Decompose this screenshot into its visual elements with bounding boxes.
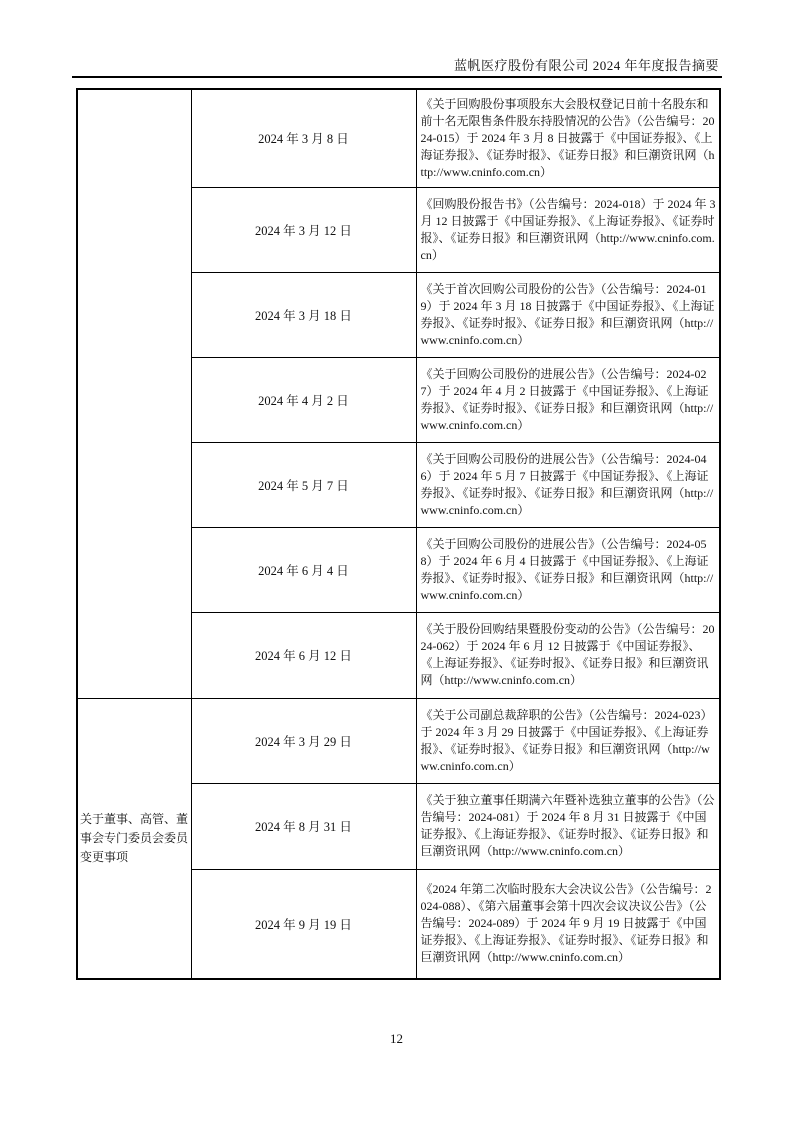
announcement-cell: 《关于公司副总裁辞职的公告》（公告编号：2024-023）于 2024 年 3 月 29 日披露于《中国证券报》、《上海证券报》、《证券时报》、《证券日报》和巨潮资讯网（http://www.cninfo.com.cn） [416,698,720,783]
date-cell: 2024 年 9 月 19 日 [191,869,416,979]
date-cell: 2024 年 3 月 12 日 [191,187,416,272]
date-cell: 2024 年 3 月 29 日 [191,698,416,783]
announcement-cell: 《回购股份报告书》（公告编号：2024-018）于 2024 年 3 月 12 日披露于《中国证券报》、《上海证券报》、《证券时报》、《证券日报》和巨潮资讯网（http://www.cninfo.com.cn） [416,187,720,272]
announcement-cell: 《关于回购公司股份的进展公告》（公告编号：2024-027）于 2024 年 4 月 2 日披露于《中国证券报》、《上海证券报》、《证券时报》、《证券日报》和巨潮资讯网（http://www.cninfo.com.cn） [416,357,720,442]
date-cell: 2024 年 3 月 8 日 [191,89,416,187]
announcement-cell: 《关于股份回购结果暨股份变动的公告》（公告编号：2024-062）于 2024 年 6 月 12 日披露于《中国证券报》、《上海证券报》、《证券时报》、《证券日报》和巨潮资讯网（http://www.cninfo.com.cn） [416,612,720,698]
announcement-cell: 《关于首次回购公司股份的公告》（公告编号：2024-019）于 2024 年 3 月 18 日披露于《中国证券报》、《上海证券报》、《证券时报》、《证券日报》和巨潮资讯网（http://www.cninfo.com.cn） [416,272,720,357]
date-cell: 2024 年 4 月 2 日 [191,357,416,442]
date-cell: 2024 年 8 月 31 日 [191,783,416,869]
category-cell: 关于董事、高管、董事会专门委员会委员变更事项 [77,698,191,979]
table-row [77,89,720,187]
page-number: 12 [390,1031,403,1046]
date-cell: 2024 年 3 月 18 日 [191,272,416,357]
category-cell [77,89,191,698]
announcement-cell: 《2024 年第二次临时股东大会决议公告》（公告编号：2024-088）、《第六届董事会第十四次会议决议公告》（公告编号：2024-089）于 2024 年 9 月 19 日披露于《中国证券报》、《上海证券报》、《证券时报》、《证券日报》和巨潮资讯网（http://www.cninfo.com.cn） [416,869,720,979]
announcement-cell: 《关于回购公司股份的进展公告》（公告编号：2024-058）于 2024 年 6 月 4 日披露于《中国证券报》、《上海证券报》、《证券时报》、《证券日报》和巨潮资讯网（http://www.cninfo.com.cn） [416,527,720,612]
date-cell: 2024 年 6 月 12 日 [191,612,416,698]
announcement-cell: 《关于独立董事任期满六年暨补选独立董事的公告》（公告编号：2024-081）于 2024 年 8 月 31 日披露于《中国证券报》、《上海证券报》、《证券时报》、《证券日报》和巨潮资讯网（http://www.cninfo.com.cn） [416,783,720,869]
date-cell: 2024 年 5 月 7 日 [191,442,416,527]
table-row [77,698,720,783]
announcement-cell: 《关于回购股份事项股东大会股权登记日前十名股东和前十名无限售条件股东持股情况的公告》（公告编号：2024-015）于 2024 年 3 月 8 日披露于《中国证券报》、《上海证券报》、《证券时报》、《证券日报》和巨潮资讯网（http://www.cninfo.com.cn） [416,89,720,187]
page-header: 蓝帆医疗股份有限公司 2024 年年度报告摘要 [453,58,719,73]
disclosure-table [76,88,721,980]
date-cell: 2024 年 6 月 4 日 [191,527,416,612]
header-rule [72,76,722,78]
announcement-cell: 《关于回购公司股份的进展公告》（公告编号：2024-046）于 2024 年 5 月 7 日披露于《中国证券报》、《上海证券报》、《证券时报》、《证券日报》和巨潮资讯网（http://www.cninfo.com.cn） [416,442,720,527]
